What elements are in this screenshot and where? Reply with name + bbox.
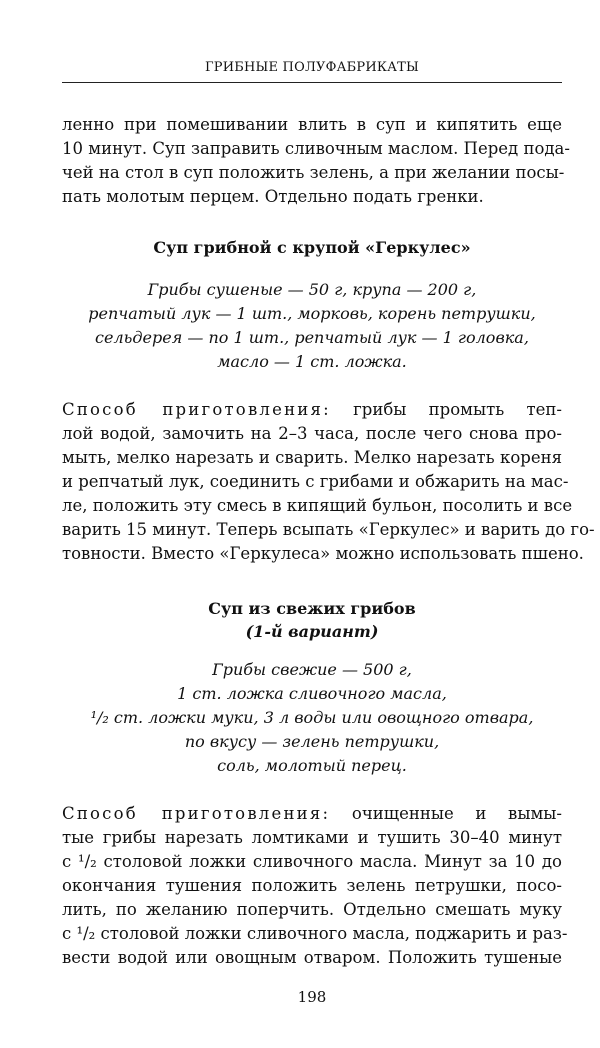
running-head: ГРИБНЫЕ ПОЛУФАБРИКАТЫ	[204, 60, 420, 75]
ingredient-line: репчатый лук — 1 шт., морковь, корень петрушки,	[88, 304, 536, 323]
ingredient-line: Грибы сушеные — 50 г, крупа — 200 г,	[147, 280, 477, 299]
ingredient-line: масло — 1 ст. ложка.	[217, 352, 407, 371]
text-line: тые грибы нарезать ломтиками и тушить 30–40 минут	[62, 828, 562, 847]
text-line: товности. Вместо «Геркулеса» можно использовать пшено.	[62, 544, 584, 563]
ingredient-line: по вкусу — зелень петрушки,	[184, 732, 440, 751]
ingredient-line: сельдерея — по 1 шт., репчатый лук — 1 головка,	[95, 328, 529, 347]
method-label: Способ приготовления:	[62, 804, 331, 823]
text-line: и репчатый лук, соединить с грибами и обжарить на мас-	[62, 472, 569, 491]
text-line: лой водой, замочить на 2–3 часа, после чего снова про-	[62, 424, 562, 443]
paragraph-continued	[62, 113, 570, 209]
text-line: ле, положить эту смесь в кипящий бульон, посолить и все	[62, 496, 573, 515]
text-line: с ¹/₂ столовой ложки сливочного масла. Минут за 10 до	[62, 852, 562, 871]
text-line: с ¹/₂ столовой ложки сливочного масла, поджарить и раз-	[62, 924, 568, 943]
text-line: ленно при помешивании влить в суп и кипятить еще	[62, 115, 562, 134]
recipe-1	[62, 236, 562, 259]
recipe-2-method	[62, 802, 568, 970]
text-line: мыть, мелко нарезать и сварить. Мелко нарезать кореня	[62, 448, 562, 467]
text-line: лить, по желанию поперчить. Отдельно смешать муку	[62, 900, 562, 919]
recipe-title: Суп из свежих грибов	[208, 599, 416, 618]
text-line: пать молотым перцем. Отдельно подать гренки.	[62, 187, 484, 206]
recipe-2-ingredients	[62, 658, 562, 778]
ingredient-line: соль, молотый перец.	[217, 756, 407, 775]
text-line: варить 15 минут. Теперь всыпать «Геркулес» и варить до го-	[62, 520, 595, 539]
recipe-subtitle: (1-й вариант)	[245, 622, 379, 641]
page-number: 198	[297, 988, 327, 1006]
ingredient-line: ¹/₂ ст. ложки муки, 3 л воды или овощного отвара,	[90, 708, 534, 727]
recipe-1-ingredients	[62, 278, 562, 374]
text-line: 10 минут. Суп заправить сливочным маслом. Перед пода-	[62, 139, 570, 158]
ingredient-line: Грибы свежие — 500 г,	[212, 660, 412, 679]
text-line: чей на стол в суп положить зелень, а при желании посы-	[62, 163, 565, 182]
header-rule	[62, 82, 562, 83]
text-line: окончания тушения положить зелень петрушки, посо-	[62, 876, 562, 895]
text-line: вести водой или овощным отваром. Положить тушеные	[62, 948, 562, 967]
recipe-2	[62, 597, 562, 643]
text-line: очищенные и вымы-	[330, 804, 563, 823]
method-label: Способ приготовления:	[62, 400, 331, 419]
recipe-title: Суп грибной с крупой «Геркулес»	[153, 238, 471, 257]
ingredient-line: 1 ст. ложка сливочного масла,	[177, 684, 447, 703]
recipe-1-method	[62, 398, 595, 566]
text-line: грибы промыть теп-	[330, 400, 562, 419]
